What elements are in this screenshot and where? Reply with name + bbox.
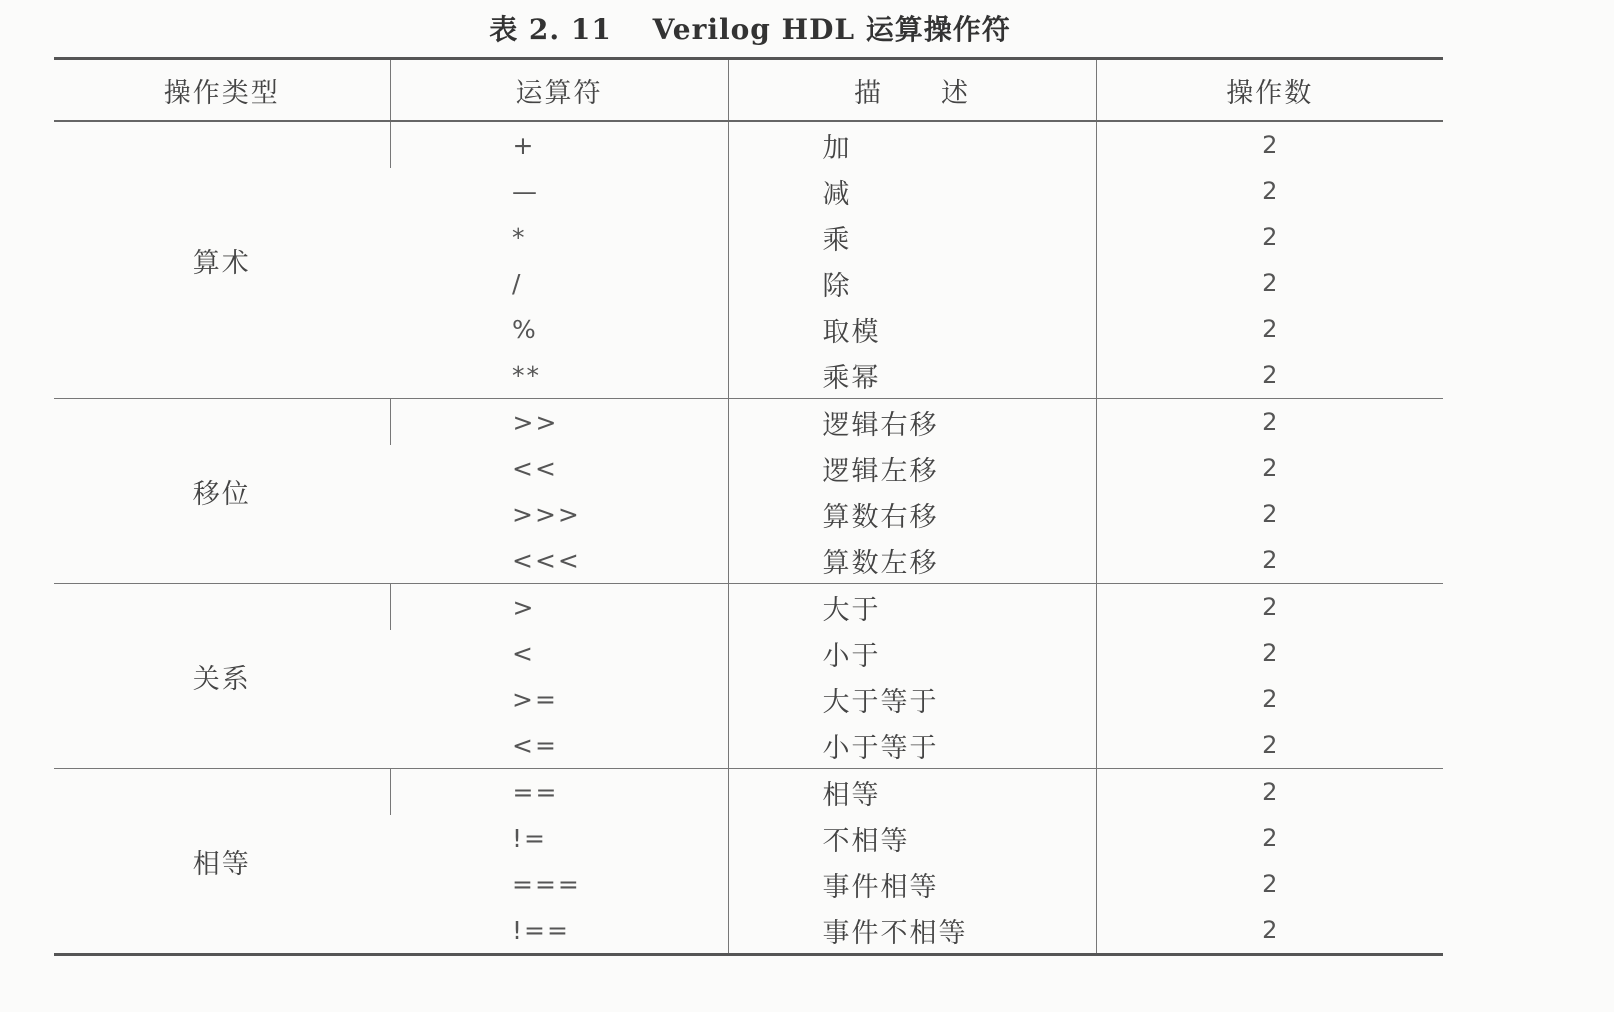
operator-cell: <<< xyxy=(512,545,581,575)
description-cell: 乘 xyxy=(728,214,1096,260)
description-cell: 算数左移 xyxy=(728,537,1096,584)
operator-cell: !== xyxy=(512,915,570,945)
operand-count-cell: 2 xyxy=(1096,584,1443,631)
operand-count-cell: 2 xyxy=(1096,722,1443,769)
category-cell: 算术 xyxy=(192,247,251,279)
description-cell: 逻辑左移 xyxy=(728,445,1096,491)
group-relational xyxy=(54,584,1443,769)
operand-count-cell: 2 xyxy=(1096,306,1443,352)
category-cell: 关系 xyxy=(192,663,251,695)
operand-count-cell: 2 xyxy=(1096,260,1443,306)
description-cell: 乘幂 xyxy=(728,352,1096,399)
operand-count-cell: 2 xyxy=(1096,399,1443,446)
operand-count-cell: 2 xyxy=(1096,676,1443,722)
description-cell: 事件相等 xyxy=(728,861,1096,907)
group-shift xyxy=(54,399,1443,584)
table-row xyxy=(54,121,1443,168)
description-cell: 大于 xyxy=(728,584,1096,631)
category-cell: 移位 xyxy=(192,478,251,510)
header-description: 描 述 xyxy=(728,59,1096,122)
description-cell: 相等 xyxy=(728,769,1096,816)
operand-count-cell: 2 xyxy=(1096,168,1443,214)
operator-cell: === xyxy=(512,869,581,899)
header-op-type: 操作类型 xyxy=(163,77,280,109)
operator-cell: <= xyxy=(512,730,558,760)
description-cell: 算数右移 xyxy=(728,491,1096,537)
table-row xyxy=(54,584,1443,631)
operator-cell: ** xyxy=(512,360,541,390)
description-cell: 除 xyxy=(728,260,1096,306)
operator-cell: % xyxy=(512,314,538,344)
operator-cell: + xyxy=(390,121,728,168)
description-cell: 加 xyxy=(728,121,1096,168)
description-cell: 事件不相等 xyxy=(728,907,1096,955)
operator-cell: < xyxy=(512,638,535,668)
operator-cell: / xyxy=(512,268,523,298)
header-row xyxy=(54,59,1443,122)
operand-count-cell: 2 xyxy=(1096,491,1443,537)
category-cell: 相等 xyxy=(192,848,251,880)
description-cell: 取模 xyxy=(728,306,1096,352)
operand-count-cell: 2 xyxy=(1096,630,1443,676)
operator-cell: >> xyxy=(390,399,728,446)
operand-count-cell: 2 xyxy=(1096,907,1443,955)
description-cell: 小于等于 xyxy=(728,722,1096,769)
operator-cell: << xyxy=(512,453,558,483)
table-number: 表 2. 11 xyxy=(489,13,612,46)
description-cell: 不相等 xyxy=(728,815,1096,861)
operator-cell: > xyxy=(390,584,728,631)
operand-count-cell: 2 xyxy=(1096,445,1443,491)
group-arithmetic xyxy=(54,121,1443,399)
table-title: Verilog HDL 运算操作符 xyxy=(652,13,1011,46)
operand-count-cell: 2 xyxy=(1096,815,1443,861)
table-header xyxy=(54,59,1443,122)
operand-count-cell: 2 xyxy=(1096,121,1443,168)
operator-cell: >= xyxy=(512,684,558,714)
operator-cell: * xyxy=(512,222,527,252)
table-row xyxy=(54,399,1443,446)
operator-cell: == xyxy=(390,769,728,816)
description-cell: 小于 xyxy=(728,630,1096,676)
description-cell: 大于等于 xyxy=(728,676,1096,722)
operand-count-cell: 2 xyxy=(1096,861,1443,907)
description-cell: 逻辑右移 xyxy=(728,399,1096,446)
operand-count-cell: 2 xyxy=(1096,769,1443,816)
header-operator: 运算符 xyxy=(390,59,728,122)
group-equality xyxy=(54,769,1443,955)
operator-cell: — xyxy=(512,176,539,206)
operand-count-cell: 2 xyxy=(1096,214,1443,260)
operand-count-cell: 2 xyxy=(1096,537,1443,584)
header-operand-count: 操作数 xyxy=(1096,59,1443,122)
operand-count-cell: 2 xyxy=(1096,352,1443,399)
table-row xyxy=(54,769,1443,816)
operator-cell: != xyxy=(512,823,547,853)
operator-table xyxy=(54,57,1443,956)
table-caption xyxy=(0,8,1500,48)
operator-cell: >>> xyxy=(512,499,581,529)
description-cell: 减 xyxy=(728,168,1096,214)
